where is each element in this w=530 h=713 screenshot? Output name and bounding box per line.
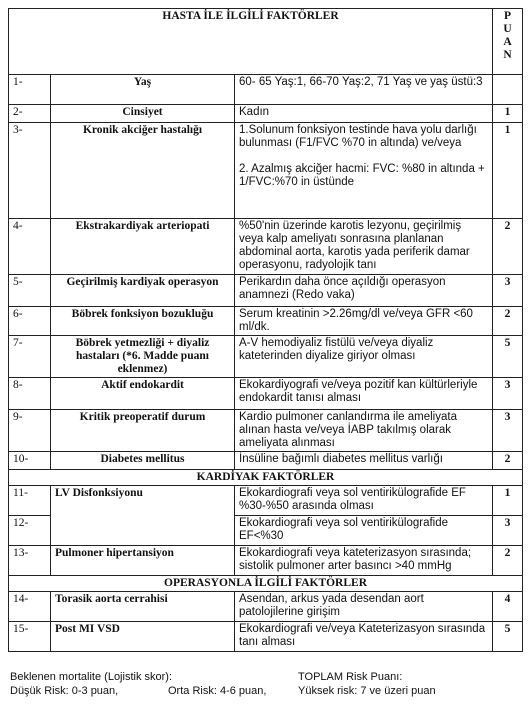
factor-name: Aktif endokardit [51,378,235,410]
score-value: 5 [493,336,523,378]
factor-name: Post MI VSD [51,622,235,652]
score-value: 2 [493,452,523,470]
row-number: 3- [9,123,51,219]
header-row [9,9,523,75]
factor-name: Yaş [51,75,235,105]
score-value: 1 [493,123,523,219]
row-number: 4- [9,219,51,275]
table-row [9,378,523,410]
cardiac-section-title: KARDİYAK FAKTÖRLER [9,470,523,486]
row-number: 14- [9,592,51,622]
score-value: 2 [493,307,523,336]
factor-description: İnsüline bağımlı diabetes mellitus varlığı [235,452,493,470]
mortality-label: Beklenen mortalite (Lojistik skor): [10,671,173,683]
row-number: 7- [9,336,51,378]
low-risk: Düşük Risk: 0-3 puan, [10,685,119,697]
row-number: 15- [9,622,51,652]
score-value: 5 [493,622,523,652]
high-risk: Yüksek risk: 7 ve üzeri puan [298,685,436,697]
factor-name: Böbrek fonksiyon bozukluğu [51,307,235,336]
factor-description: A-V hemodiyaliz fistülü ve/veya diyaliz kateterinden diyalize giriyor olması [235,336,493,378]
factor-description: Kardio pulmoner canlandırma ile ameliyata alınan hasta ve/veya İABP takılmış olarak ameliyata alınması [235,410,493,452]
row-number: 8- [9,378,51,410]
factor-name: Diabetes mellitus [51,452,235,470]
row-number: 12- [9,516,51,546]
table-row [9,123,523,219]
score-value [493,75,523,105]
table-row [9,452,523,470]
table-title: HASTA İLE İLGİLİ FAKTÖRLER [9,9,493,75]
factor-name: Geçirilmiş kardiyak operasyon [51,275,235,307]
factor-name: LV Disfonksiyonu [51,486,235,546]
table-row [9,75,523,105]
operation-section [9,576,523,592]
factor-description: Ekokardiografi veya sol ventirikülografide EF %30-%50 arasında olması [235,486,493,516]
score-value: 4 [493,592,523,622]
row-number: 13- [9,546,51,576]
factor-description: Ekokardiografi veya kateterizasyon sırasında; sistolik pulmoner arter basıncı >40 mmHg [235,546,493,576]
table-row [9,622,523,652]
score-value: 2 [493,219,523,275]
table-row [9,105,523,123]
factor-description: 1.Solunum fonksiyon testinde hava yolu darlığı bulunması (F1/FVC %70 in altında) ve/veya 2. Azalmış akciğer hacmi: FVC: %80 in altında + 1/FVC:%70 in üstünde [235,123,493,219]
factor-name: Pulmoner hipertansiyon [51,546,235,576]
table-row [9,486,523,516]
row-number: 2- [9,105,51,123]
cardiac-section [9,470,523,486]
factor-description: Perikardın daha önce açıldığı operasyon anamnezi (Redo vaka) [235,275,493,307]
table-row [9,336,523,378]
factor-name: Böbrek yetmezliği + diyaliz hastaları (*6. Madde puanı eklenmez) [51,336,235,378]
total-score-label: TOPLAM Risk Puanı: [298,671,403,683]
row-number: 11- [9,486,51,516]
table-row [9,219,523,275]
footer [10,670,522,698]
factor-description: Ekokardiyografi ve/veya pozitif kan kültürleriyle endokardit tanısı alması [235,378,493,410]
score-value: 3 [493,410,523,452]
factor-description: Ekokardiografi veya sol ventirikülografide EF<%30 [235,516,493,546]
factor-description: 60- 65 Yaş:1, 66-70 Yaş:2, 71 Yaş ve yaş üstü:3 [235,75,493,105]
factor-description: %50'nin üzerinde karotis lezyonu, geçirilmiş veya kalp ameliyatı sonrasına planlanan abdominal aorta, karotis yada periferik damar operasyonu, radyolojik tanı [235,219,493,275]
factor-name: Cinsiyet [51,105,235,123]
row-number: 9- [9,410,51,452]
factor-name: Kronik akciğer hastalığı [51,123,235,219]
score-value: 3 [493,378,523,410]
row-number: 1- [9,75,51,105]
score-value: 3 [493,275,523,307]
row-number: 10- [9,452,51,470]
score-value: 1 [493,486,523,516]
factor-description: Ekokardiografi ve/veya Kateterizasyon sırasında tanı alması [235,622,493,652]
score-value: 3 [493,516,523,546]
row-number: 6- [9,307,51,336]
factor-description: Serum kreatinin >2.26mg/dl ve/veya GFR <60 ml/dk. [235,307,493,336]
table-row [9,592,523,622]
score-value: 1 [493,105,523,123]
score-value: 2 [493,546,523,576]
table-row [9,307,523,336]
factor-name: Torasik aorta cerrahisi [51,592,235,622]
table-row [9,410,523,452]
risk-table [8,8,523,652]
table-row [9,546,523,576]
mid-risk: Orta Risk: 4-6 puan, [168,685,267,697]
table-row [9,275,523,307]
operation-section-title: OPERASYONLA İLGİLİ FAKTÖRLER [9,576,523,592]
factor-name: Ekstrakardiyak arteriopati [51,219,235,275]
puan-header: P U A N [493,9,523,75]
factor-name: Kritik preoperatif durum [51,410,235,452]
factor-description: Asendan, arkus yada desendan aort patolojilerine girişim [235,592,493,622]
factor-description: Kadın [235,105,493,123]
row-number: 5- [9,275,51,307]
